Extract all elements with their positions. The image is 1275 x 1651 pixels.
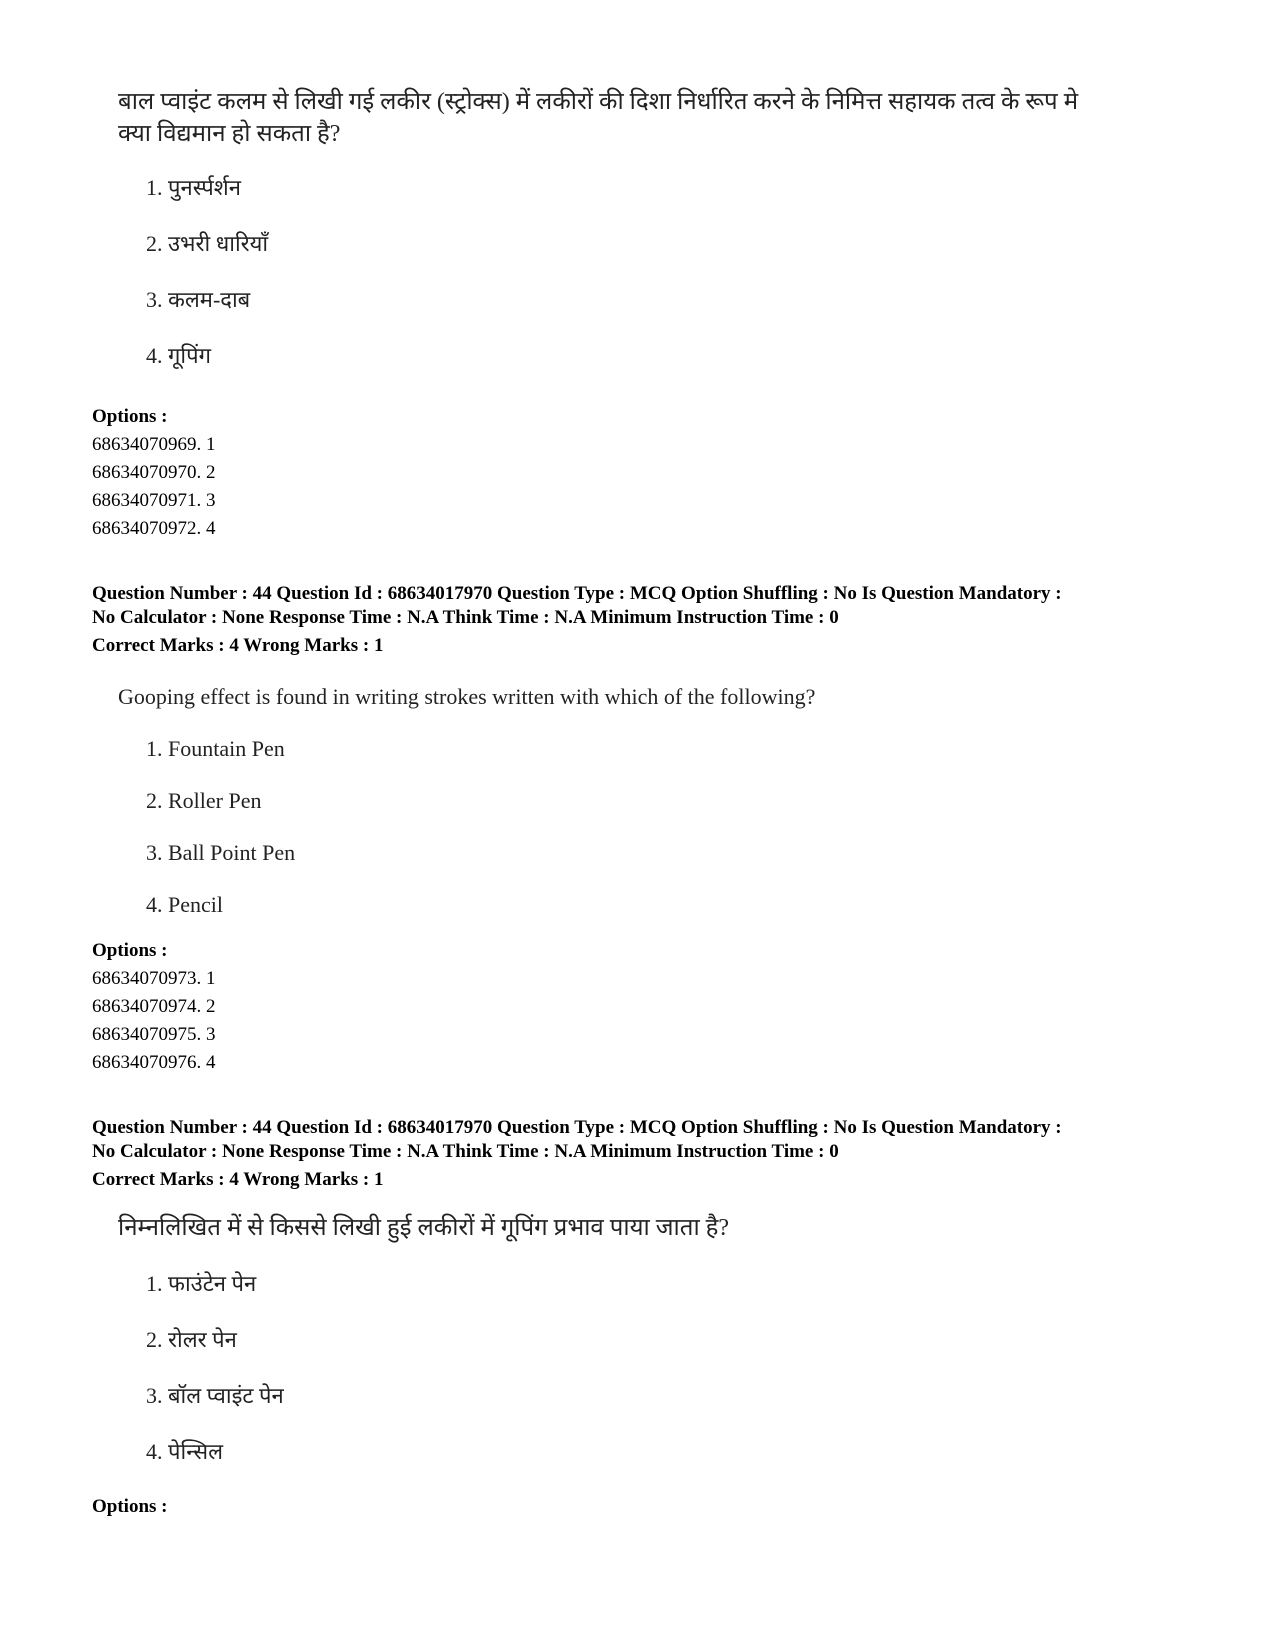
options-label: Options : — [92, 1496, 168, 1517]
choice-item: 3. Ball Point Pen — [146, 840, 296, 865]
option-id: 68634070969. 1 — [92, 434, 216, 455]
question-meta-line1: Question Number : 44 Question Id : 68634017970 Question Type : MCQ Option Shuffling : No Is Question Mandatory : — [92, 583, 1062, 604]
question-meta-line2: No Calculator : None Response Time : N.A Think Time : N.A Minimum Instruction Time : 0 — [92, 607, 839, 628]
choice-item: 3. कलम-दाब — [146, 287, 251, 312]
option-id: 68634070971. 3 — [92, 490, 216, 511]
question-text: Gooping effect is found in writing strokes written with which of the following? — [118, 684, 816, 709]
marks-info: Correct Marks : 4 Wrong Marks : 1 — [92, 1169, 384, 1190]
options-label: Options : — [92, 406, 168, 427]
choice-item: 3. बॉल प्वाइंट पेन — [146, 1383, 284, 1408]
option-id: 68634070972. 4 — [92, 518, 216, 539]
choice-item: 4. Pencil — [146, 892, 223, 917]
question-meta-line1: Question Number : 44 Question Id : 68634017970 Question Type : MCQ Option Shuffling : No Is Question Mandatory : — [92, 1117, 1062, 1138]
option-id: 68634070973. 1 — [92, 968, 216, 989]
question-text-line1: बाल प्वाइंट कलम से लिखी गई लकीर (स्ट्रोक्स) में लकीरों की दिशा निर्धारित करने के निमित्त सहायक तत्व के रूप मे — [118, 89, 1079, 115]
option-id: 68634070976. 4 — [92, 1052, 216, 1073]
options-label: Options : — [92, 940, 168, 961]
option-id: 68634070970. 2 — [92, 462, 216, 483]
choice-item: 2. Roller Pen — [146, 788, 262, 813]
choice-item: 1. पुनर्स्पर्शन — [146, 175, 241, 200]
choice-item: 1. Fountain Pen — [146, 736, 285, 761]
question-meta-line2: No Calculator : None Response Time : N.A Think Time : N.A Minimum Instruction Time : 0 — [92, 1141, 839, 1162]
marks-info: Correct Marks : 4 Wrong Marks : 1 — [92, 635, 384, 656]
option-id: 68634070975. 3 — [92, 1024, 216, 1045]
choice-item: 1. फाउंटेन पेन — [146, 1271, 257, 1296]
choice-item: 2. रोलर पेन — [146, 1327, 237, 1352]
choice-item: 2. उभरी धारियाँ — [146, 231, 269, 256]
choice-item: 4. गूपिंग — [146, 343, 211, 368]
question-text: निम्नलिखित में से किससे लिखी हुई लकीरों में गूपिंग प्रभाव पाया जाता है? — [118, 1215, 730, 1241]
choice-item: 4. पेन्सिल — [146, 1439, 224, 1464]
question-text-line2: क्या विद्यमान हो सकता है? — [118, 121, 341, 147]
option-id: 68634070974. 2 — [92, 996, 216, 1017]
